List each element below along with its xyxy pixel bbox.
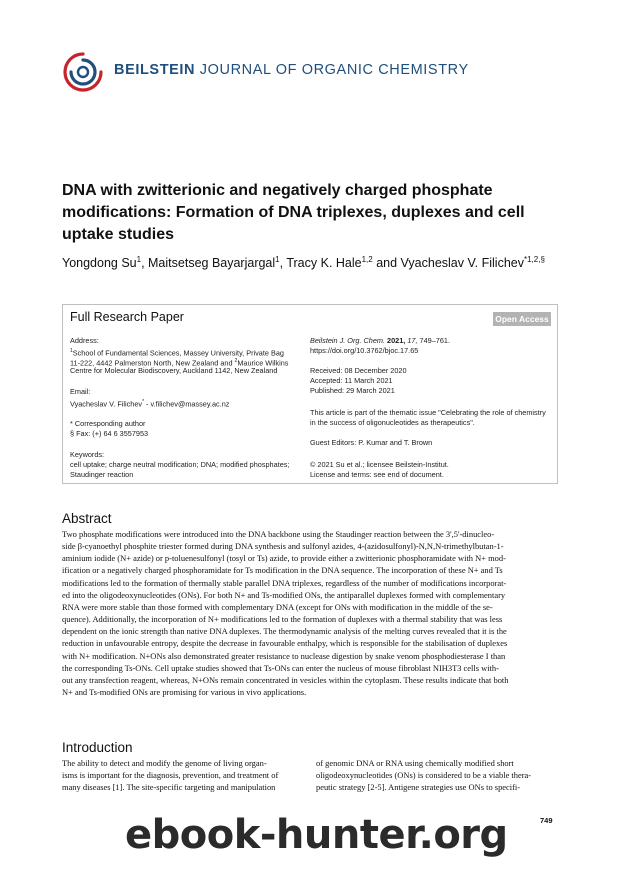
address-text: Maurice Wilkins: [237, 358, 289, 368]
abstract-line: RNA were more stable than those formed with complementary DNA (except for ONs with modification in the middle of the se-: [62, 601, 493, 612]
journal-name: [114, 62, 469, 78]
abstract-line: aminium iodide (N+ azide) or p-toluenesulfonyl (tosyl or Ts) azide, to provide either a zwitterionic phosphoramidate with N+ mod-: [62, 553, 506, 564]
license-note[interactable]: License and terms: see end of document.: [310, 470, 444, 479]
introduction-column-right: [316, 757, 558, 793]
watermark-text: ebook-hunter.org: [125, 812, 508, 858]
copyright-note: © 2021 Su et al.; licensee Beilstein-Institut.: [310, 460, 449, 469]
received-date: Received: 08 December 2020: [310, 366, 407, 375]
introduction-heading: Introduction: [62, 740, 133, 755]
author-name: , Maitsetseg Bayarjargal: [141, 256, 276, 271]
article-title: DNA with zwitterionic and negatively charged phosphate modifications: Formation of DNA triplexes, duplexes and cell uptake studies: [62, 182, 525, 243]
accepted-date: Accepted: 11 March 2021: [310, 376, 393, 385]
affiliation-marker: 2: [234, 358, 238, 364]
abstract-line: quence). Additionally, the incorporation of N+ modifications led to the formation of duplexes with a thermal stability that was less: [62, 614, 503, 625]
intro-line: many diseases [1]. The site-specific targeting and manipulation: [62, 782, 276, 793]
affiliation-marker: 1: [275, 255, 280, 264]
intro-line: of genomic DNA or RNA using chemically modified short: [316, 758, 514, 768]
abstract-line: out any transfection reagent, whereas, N+ONs remain concentrated in vesicles within the cytoplasm. These results indicate that both: [62, 674, 509, 685]
author-list: [62, 255, 562, 270]
corresponding-note: * Corresponding author: [70, 419, 146, 428]
guest-editors: Guest Editors: P. Kumar and T. Brown: [310, 438, 433, 447]
page-number: 749: [540, 816, 553, 825]
abstract-heading: Abstract: [62, 511, 112, 526]
thematic-issue-note: This article is part of the thematic issue "Celebrating the role of chemistry: [310, 408, 546, 417]
corresponding-marker: *: [142, 399, 145, 405]
abstract-line: ification or a negatively charged phosphoramidate for Ts modification in the DNA sequence. The incorporation of these N+ and Ts: [62, 565, 503, 576]
intro-line: oligodeoxynucleotides (ONs) is considered to be a viable thera-: [316, 770, 532, 781]
address-text: 11-222, 4442 Palmerston North, New Zealand and: [70, 358, 235, 368]
citation-year: 2021,: [385, 336, 406, 345]
keywords-text: cell uptake; charge neutral modification; DNA; modified phosphates;: [70, 460, 290, 469]
fax-note: § Fax: (+) 64 6 3557953: [70, 429, 149, 438]
email-line: [70, 397, 302, 410]
affiliation-marker: 1: [70, 348, 73, 354]
published-date: Published: 29 March 2021: [310, 386, 395, 395]
abstract-line: modifications led to the formation of thermally stable parallel DNA triplexes, regardless of the number of modifications incorporat-: [62, 577, 507, 588]
citation: [310, 336, 555, 346]
author-name: , Tracy K. Hale: [279, 256, 362, 271]
author-name: and Vyacheslav V. Filichev: [372, 256, 524, 271]
email-label: Email:: [70, 387, 91, 396]
abstract-body: [62, 528, 558, 698]
citation-volume: 17,: [405, 336, 418, 345]
citation-pages: 749–761.: [417, 336, 450, 345]
abstract-line: side β-cyanoethyl phosphite triester formed during DNA synthesis and sulfonyl azides, 4-(azidosulfonyl)-N,N,N-trimethylbutan-1-: [62, 541, 504, 552]
journal-name-bold: BEILSTEIN: [114, 62, 196, 78]
article-type: Full Research Paper: [70, 310, 184, 324]
abstract-line: Two phosphate modifications were introduced into the DNA backbone using the Staudinger reaction between the 3',5'-dinucleo-: [62, 529, 495, 539]
address-label: Address:: [70, 336, 99, 345]
introduction-column-left: [62, 757, 304, 793]
address-text: School of Fundamental Sciences, Massey University, Private Bag: [72, 348, 284, 358]
citation-journal: Beilstein J. Org. Chem.: [310, 336, 386, 345]
abstract-line: N+ and Ts-modified ONs are promising for various in vivo applications.: [62, 687, 307, 698]
affiliation-marker: 1,2: [361, 255, 373, 264]
doi-link[interactable]: https://doi.org/10.3762/bjoc.17.65: [310, 346, 419, 355]
abstract-line: the corresponding Ts-ONs. Cell uptake studies showed that Ts-ONs can enter the nucleus of mouse fibroblast NIH3T3 cells with-: [62, 662, 499, 673]
affiliation-marker: *1,2,§: [523, 255, 545, 264]
affiliation-marker: 1: [136, 255, 142, 264]
keywords-text: Staudinger reaction: [70, 470, 134, 479]
keywords-label: Keywords:: [70, 450, 105, 459]
thematic-issue-note: in the success of oligonucleotides as therapeutics".: [310, 418, 475, 427]
journal-name-light: JOURNAL OF ORGANIC CHEMISTRY: [199, 62, 469, 78]
email-address[interactable]: - v.filichev@massey.ac.nz: [144, 399, 230, 409]
intro-line: isms is important for the diagnosis, prevention, and treatment of: [62, 770, 279, 781]
author-name: Yongdong Su: [62, 256, 137, 271]
abstract-line: ed into the oligodeoxynucleotides (ONs). For both N+ and Ts-modified ONs, the antiparallel duplexes formed with complementary: [62, 589, 506, 600]
email-author: Vyacheslav V. Filichev: [70, 399, 143, 409]
abstract-line: dependent on the ionic strength than native DNA duplexes. The thermodynamic analysis of the melting curves revealed that it is the: [62, 626, 507, 637]
open-access-badge: Open Access: [493, 312, 551, 326]
intro-line: peutic strategy [2-5]. Antigene strategies use ONs to specifi-: [316, 782, 521, 793]
abstract-line: with N+ modification. N+ONs also demonstrated greater resistance to nuclease digestion by snake venom phosphodiesterase I than: [62, 650, 506, 661]
abstract-line: reduction in unfavourable entropy, despite the decrease in favourable enthalpy, which is responsible for the stabilisation of duplexes: [62, 638, 508, 649]
address-line: Centre for Molecular Biodiscovery, Auckland 1142, New Zealand: [70, 366, 278, 375]
journal-logo-icon: [62, 51, 104, 93]
intro-line: The ability to detect and modify the genome of living organ-: [62, 758, 267, 768]
